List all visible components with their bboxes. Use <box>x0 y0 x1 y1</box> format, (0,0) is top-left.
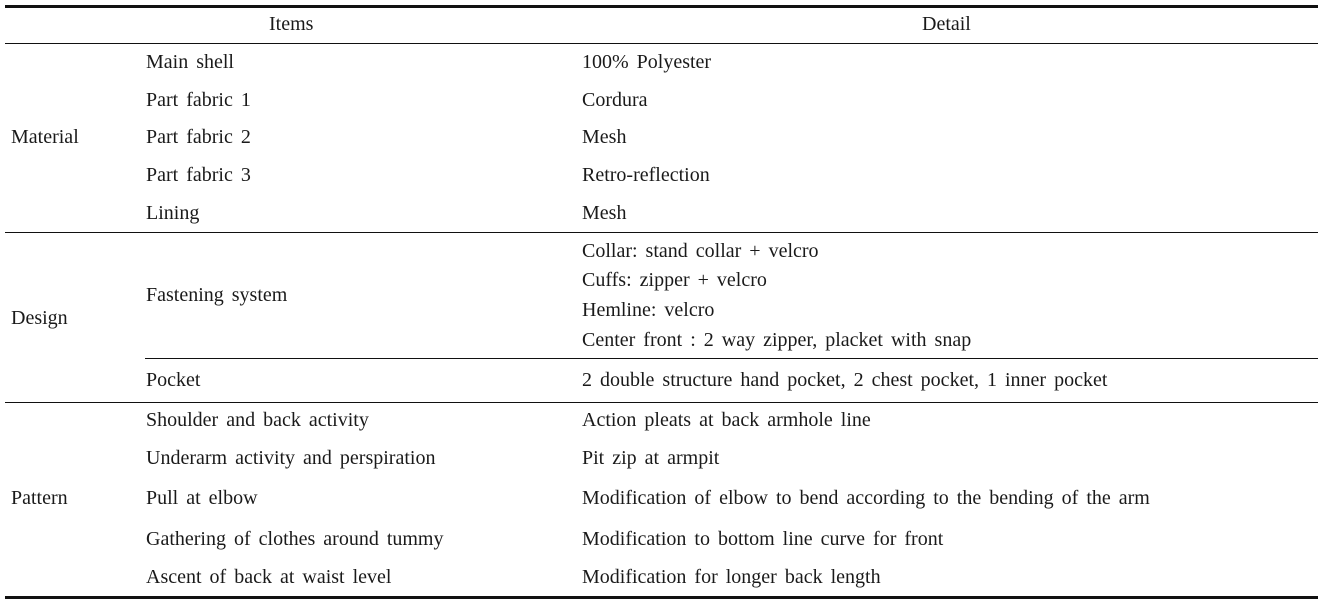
fastening-detail-line: Center front : 2 way zipper, placket with snap <box>582 329 972 351</box>
table-row-detail: Modification for longer back length <box>582 566 881 588</box>
table-top-rule <box>5 5 1318 8</box>
table-row-detail: Mesh <box>582 202 627 224</box>
table-row-item: Part fabric 1 <box>146 89 251 111</box>
group-label-material: Material <box>11 126 79 148</box>
table-row-detail: Pit zip at armpit <box>582 447 720 469</box>
table-row-detail: Modification of elbow to bend according to the bending of the arm <box>582 487 1150 509</box>
table-row-item: Underarm activity and perspiration <box>146 447 436 469</box>
group-label-pattern: Pattern <box>11 487 68 509</box>
table-row-detail: Mesh <box>582 126 627 148</box>
fastening-detail-line: Collar: stand collar + velcro <box>582 240 819 262</box>
table-row-detail: 2 double structure hand pocket, 2 chest pocket, 1 inner pocket <box>582 369 1108 391</box>
column-header-items: Items <box>269 13 314 35</box>
material-section-rule <box>5 232 1318 233</box>
table-row-item: Fastening system <box>146 284 288 306</box>
table-row-item: Gathering of clothes around tummy <box>146 528 444 550</box>
table-row-detail: Retro-reflection <box>582 164 710 186</box>
table-row-item: Part fabric 3 <box>146 164 251 186</box>
table-row-detail: Action pleats at back armhole line <box>582 409 871 431</box>
table-bottom-rule <box>5 596 1318 599</box>
table-row-detail: Modification to bottom line curve for front <box>582 528 944 550</box>
table-row-item: Pull at elbow <box>146 487 258 509</box>
table-row-item: Ascent of back at waist level <box>146 566 392 588</box>
table-row-item: Pocket <box>146 369 201 391</box>
table-row-detail: Cordura <box>582 89 648 111</box>
table-row-item: Lining <box>146 202 200 224</box>
header-bottom-rule <box>5 43 1318 44</box>
group-label-design: Design <box>11 307 68 329</box>
table-row-detail: 100% Polyester <box>582 51 712 73</box>
fastening-detail-line: Hemline: velcro <box>582 299 715 321</box>
table-row-item: Main shell <box>146 51 234 73</box>
table-row-item: Shoulder and back activity <box>146 409 369 431</box>
fastening-pocket-rule <box>145 358 1318 359</box>
table-row-item: Part fabric 2 <box>146 126 251 148</box>
fastening-detail-line: Cuffs: zipper + velcro <box>582 269 767 291</box>
column-header-detail: Detail <box>922 13 971 35</box>
design-section-rule <box>5 402 1318 403</box>
